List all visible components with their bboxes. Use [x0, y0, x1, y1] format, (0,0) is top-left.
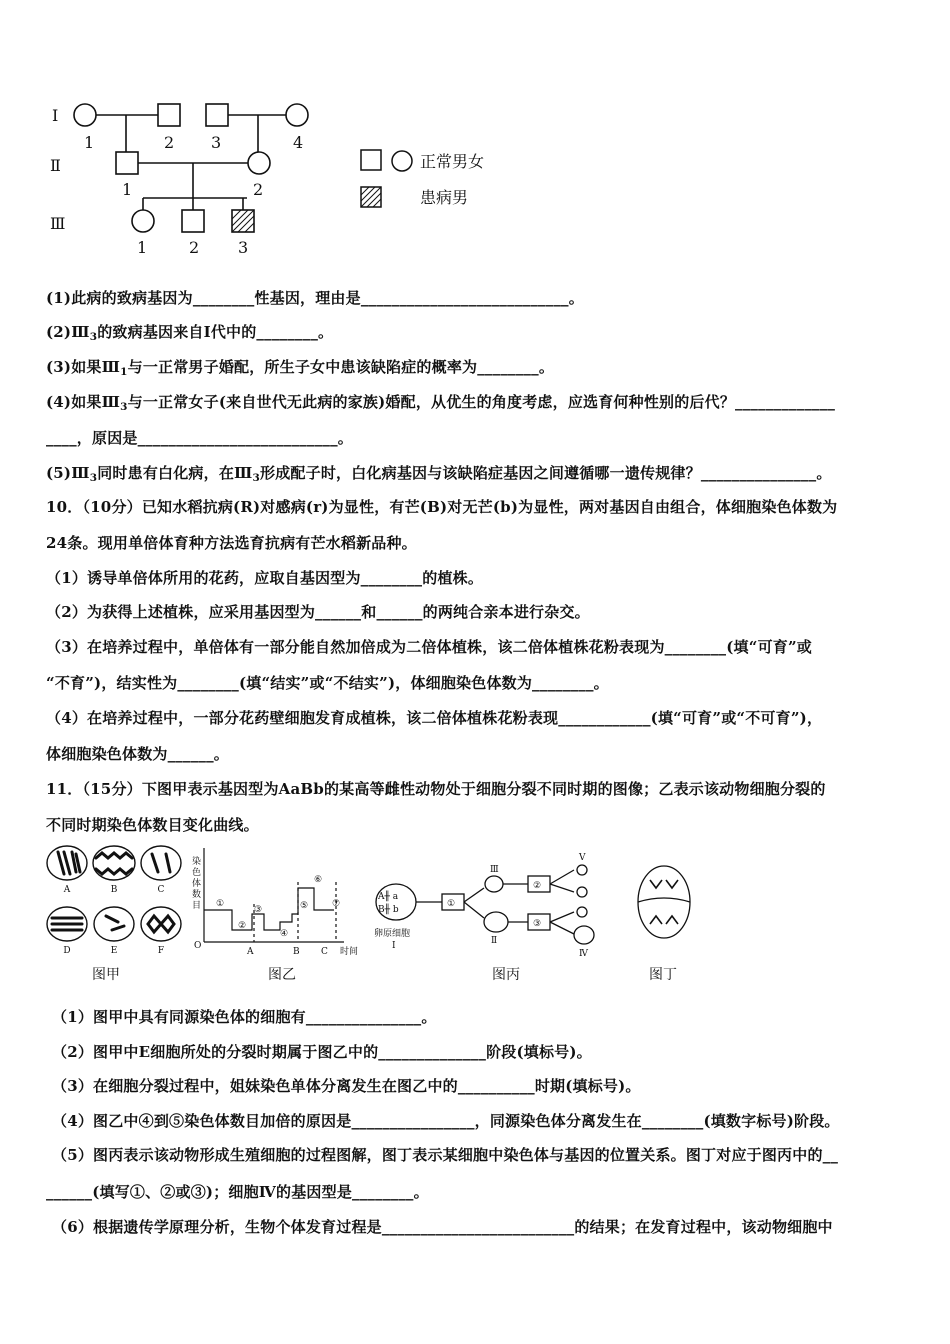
pedigree-I1-female: [74, 104, 96, 126]
roman-IV: Ⅳ: [579, 949, 588, 959]
cell-C: [141, 846, 181, 880]
cell-label-D: D: [63, 946, 71, 956]
roman-III: Ⅲ: [490, 865, 499, 875]
stage-6: ⑥: [314, 875, 323, 885]
cell-label-F: F: [157, 946, 165, 956]
roman-V: Ⅴ: [579, 853, 586, 863]
stage-3: ③: [254, 905, 263, 915]
cell-label-A: A: [63, 885, 71, 895]
pedigree-label-I1: 1: [84, 133, 95, 152]
q11-line-2: 不同时期染色体数目变化曲线。: [46, 816, 259, 834]
pedigree-label-III3: 3: [238, 238, 249, 257]
cell-label-B: B: [110, 885, 118, 895]
stage-2: ②: [238, 921, 247, 931]
gene-top: A╫ a: [378, 892, 399, 902]
pedigree-I4-female: [286, 104, 308, 126]
y-label-4: 数: [192, 890, 202, 900]
x-axis-label: 时间: [340, 947, 359, 957]
origin-label: O: [194, 941, 202, 951]
cell-III: [485, 876, 503, 892]
step-label-3: ③: [533, 919, 542, 929]
legend-normal-label: 正常男女: [420, 152, 485, 171]
q9-line-1: (1)此病的致病基因为________性基因，理由是___________________________。: [46, 289, 584, 307]
egg-label: 卵原细胞: [374, 929, 411, 939]
pedigree-label-I2: 2: [164, 133, 175, 152]
q10-line-6: “不育”)，结实性为________(填“结实”或“不结实”)，体细胞染色体数为________。: [46, 674, 609, 692]
q11-line-9: （6）根据遗传学原理分析，生物个体发育过程是_________________________的结果；在发育过程中，该动物细胞中: [52, 1218, 833, 1236]
fig1-caption: 图甲: [92, 967, 120, 983]
legend-normal-female-circle: [392, 151, 412, 171]
q9-line-5: $(5)Ⅲ_3$同时患有白化病，在$Ⅲ_3$形成配子时，白化病基因与该缺陷症基因之间遵循哪一遗传规律？_______________。: [46, 464, 832, 484]
stage-7: ⑦: [332, 899, 341, 909]
legend-affected-label: 患病男: [420, 188, 469, 207]
q10-line-3: （1）诱导单倍体所用的花药，应取自基因型为________的植株。: [46, 569, 484, 587]
cell-II: [484, 912, 508, 932]
pedigree-label-II1: 1: [122, 180, 133, 199]
q10-line-5: （3）在培养过程中，单倍体有一部分能自然加倍成为二倍体植株，该二倍体植株花粉表现为________(填“可育”或: [46, 638, 812, 656]
q11-line-5: （3）在细胞分裂过程中，姐妹染色单体分离发生在图乙中的__________时期(填标号)。: [52, 1077, 641, 1095]
pedigree-II1-male: [116, 152, 138, 174]
gen-label-I: Ⅰ: [52, 106, 59, 125]
pedigree-I2-male: [158, 104, 180, 126]
q9-line-3: (3)如果$Ⅲ_1$与一正常男子婚配，所生子女中患该缺陷症的概率为________。: [46, 358, 555, 378]
fig3-caption: 图丙: [492, 967, 520, 983]
step-label-2: ②: [533, 881, 542, 891]
pedigree-I3-male: [206, 104, 228, 126]
stage-1: ①: [216, 899, 225, 909]
fig2-caption: 图乙: [268, 967, 296, 983]
pedigree-II2-female: [248, 152, 270, 174]
stage-4: ④: [280, 929, 289, 939]
pedigree-III2-male: [182, 210, 204, 232]
x-tick-C: C: [321, 947, 328, 957]
q11-line-8: ______(填写①、②或③)；细胞Ⅳ的基因型是________。: [46, 1183, 429, 1201]
stage-5: ⑤: [300, 901, 309, 911]
cell-label-C: C: [157, 885, 165, 895]
y-label-3: 体: [192, 879, 202, 889]
q11-line-7: （5）图丙表示该动物形成生殖细胞的过程图解，图丁表示某细胞中染色体与基因的位置关系。图丁对应于图丙中的__: [52, 1146, 839, 1164]
cell-V: [577, 865, 587, 875]
q10-line-4: （2）为获得上述植株，应采用基因型为______和______的两纯合亲本进行杂交。: [46, 603, 590, 621]
gen-label-III: Ⅲ: [50, 214, 66, 233]
q9-line-4-cont: ____，原因是__________________________。: [46, 429, 354, 447]
step-label-1: ①: [447, 899, 456, 909]
q10-line-8: 体细胞染色体数为______。: [46, 745, 230, 763]
q11-line-3: （1）图甲中具有同源染色体的细胞有_______________。: [52, 1008, 437, 1026]
cell-label-E: E: [110, 946, 118, 956]
pedigree-label-III2: 2: [189, 238, 200, 257]
egg-roman: Ⅰ: [392, 941, 396, 951]
x-tick-B: B: [293, 947, 300, 957]
x-tick-A: A: [247, 947, 254, 957]
q9-line-4: (4)如果$Ⅲ_3$与一正常女子(来自世代无此病的家族)婚配，从优生的角度考虑，应选育何种性别的后代？_____________: [46, 393, 836, 413]
pedigree-label-I4: 4: [293, 133, 304, 152]
q9-line-2: $(2)Ⅲ_3$的致病基因来自Ⅰ代中的________。: [46, 323, 334, 343]
y-label-1: 染: [192, 857, 202, 867]
y-label-5: 目: [192, 901, 202, 911]
pedigree-III1-female: [132, 210, 154, 232]
q11-line-4: （2）图甲中E细胞所处的分裂时期属于图乙中的______________阶段(填标号)。: [52, 1043, 592, 1061]
dividing-cell: [638, 866, 690, 938]
cell-E: [94, 907, 134, 941]
pedigree-chart: [40, 95, 520, 265]
fig4-caption: 图丁: [649, 967, 677, 983]
q11-line-1: 11．（15分）下图甲表示基因型为AaBb的某高等雌性动物处于细胞分裂不同时期的图像；乙表示该动物细胞分裂的: [46, 780, 826, 798]
q10-line-7: （4）在培养过程中，一部分花药壁细胞发育成植株，该二倍体植株花粉表现____________(填“可育”或“不可育”)，: [46, 709, 823, 727]
pedigree-label-III1: 1: [137, 238, 148, 257]
q10-line-2: 24条。现用单倍体育种方法选育抗病有芒水稻新品种。: [46, 534, 417, 552]
gen-label-II: Ⅱ: [50, 156, 61, 175]
pedigree-label-I3: 3: [211, 133, 222, 152]
q10-line-1: 10．（10分）已知水稻抗病(R)对感病(r)为显性，有芒(B)对无芒(b)为显性，两对基因自由组合，体细胞染色体数为: [46, 498, 838, 516]
cell-division-figures: [44, 842, 704, 992]
legend-normal-male-square: [361, 150, 381, 170]
roman-II: Ⅱ: [491, 936, 498, 946]
chromosome-curve: [204, 888, 334, 930]
gene-bottom: B╫ b: [378, 905, 399, 915]
q11-line-6: （4）图乙中④到⑤染色体数目加倍的原因是________________，同源染色体分离发生在________(填数字标号)阶段。: [52, 1112, 840, 1130]
cell-IV: [574, 926, 594, 944]
pedigree-label-II2: 2: [253, 180, 264, 199]
y-label-2: 色: [192, 868, 202, 878]
